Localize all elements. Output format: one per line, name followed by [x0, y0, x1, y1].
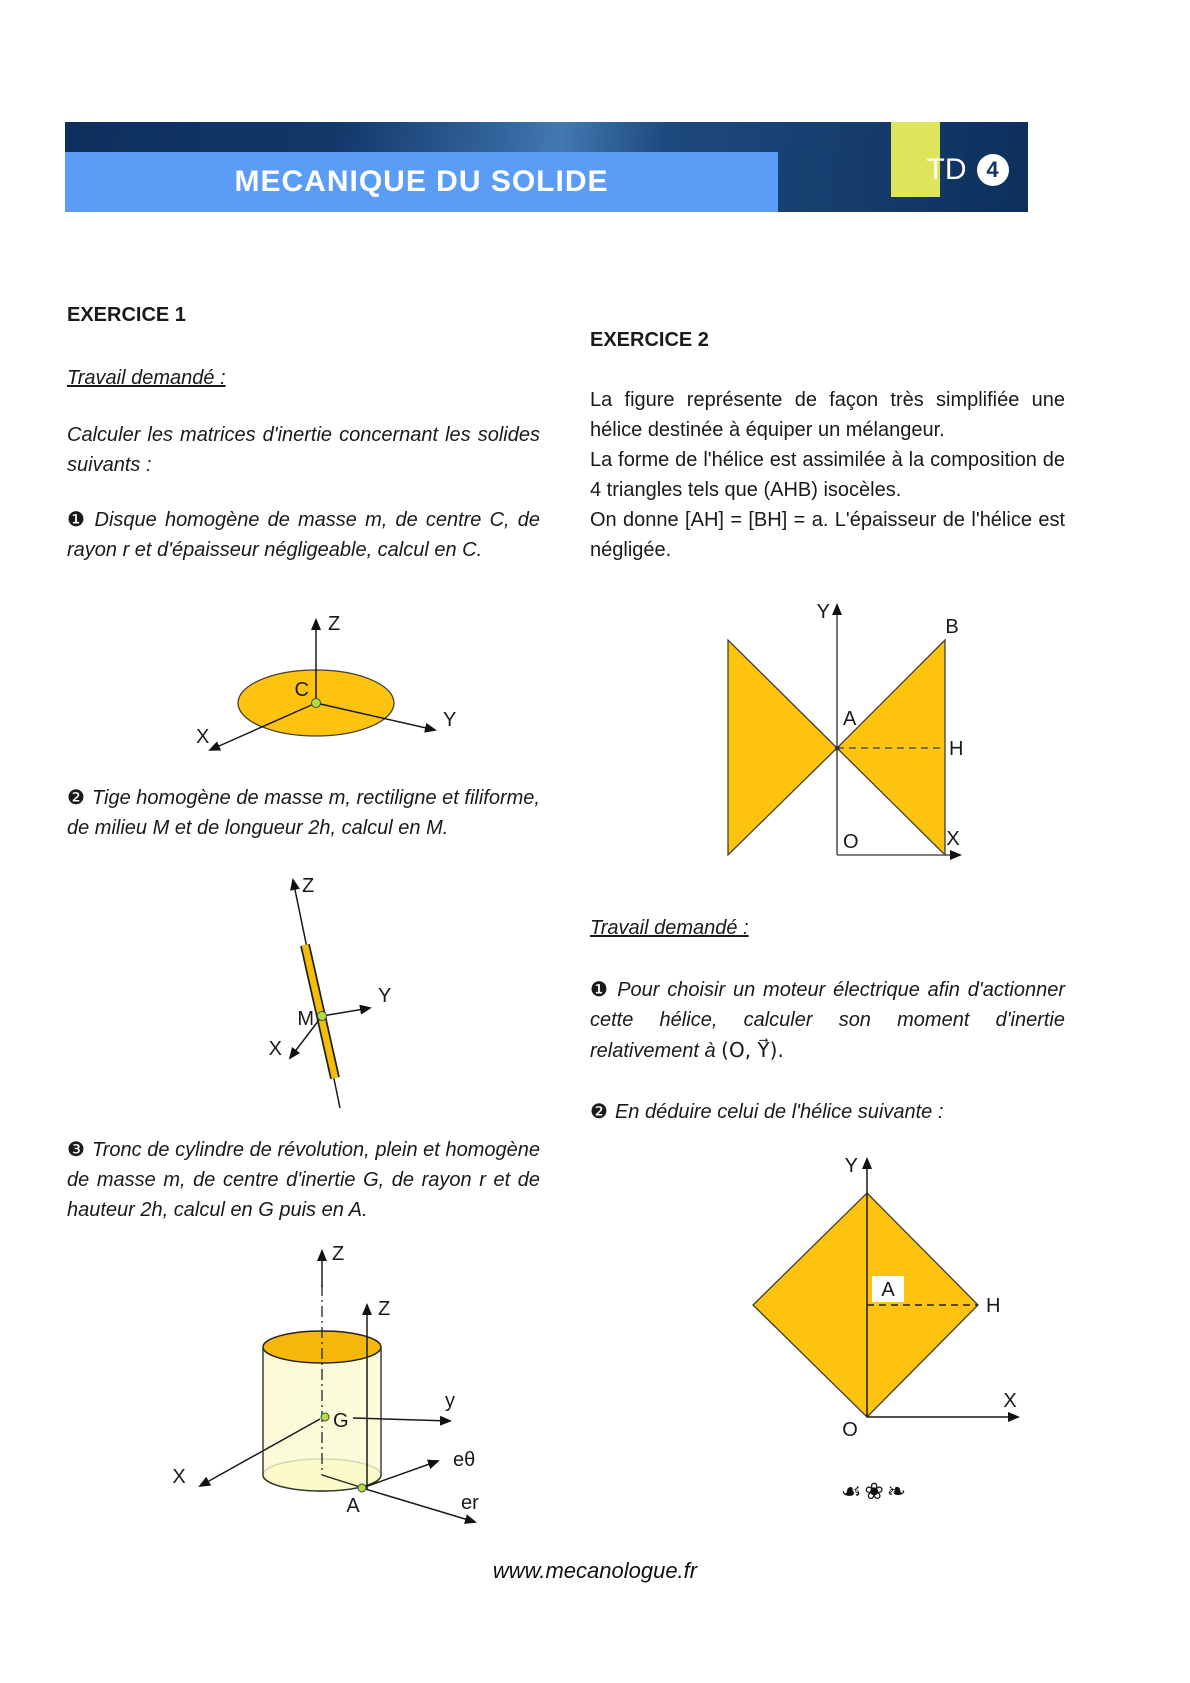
cylinder-er-axis	[362, 1488, 475, 1522]
td-label: TD	[926, 153, 967, 186]
disk-z-label: Z	[328, 613, 341, 635]
diamond-x-label: X	[1003, 1390, 1017, 1412]
rod-z-label: Z	[302, 875, 315, 897]
rod-center-label: M	[297, 1008, 314, 1030]
helix-y-label: Y	[816, 601, 830, 623]
helix-x-label: X	[946, 828, 960, 850]
rod-y-label: Y	[378, 985, 392, 1007]
diamond-helix-figure	[720, 1145, 1060, 1445]
td-number-circle: 4	[977, 154, 1009, 186]
helix-a-label: A	[843, 708, 857, 730]
cylinder-g-label: G	[333, 1410, 349, 1432]
cylinder-x-label: X	[172, 1466, 186, 1488]
item2-bullet: ❷	[67, 787, 85, 809]
cylinder-a-label: A	[346, 1495, 360, 1517]
exercice1-intro: Calculer les matrices d'inertie concernant les solides suivants :	[67, 424, 540, 476]
exercice1-work-heading: Travail demandé :	[67, 367, 226, 389]
exercice2-intro-line2: La forme de l'hélice est assimilée à la composition de 4 triangles tels que (AHB) isocèles.	[590, 449, 1065, 501]
exercice1-item1	[67, 505, 540, 565]
td-badge	[905, 150, 1030, 190]
rod-figure	[230, 858, 420, 1118]
exercice2-intro-line3: On donne [AH] = [BH] = a. L'épaisseur de l'hélice est négligée.	[590, 509, 1065, 561]
disk-x-label: X	[196, 726, 210, 748]
cylinder-etheta-label: eθ	[453, 1449, 476, 1471]
exercice2-item1	[590, 975, 1065, 1066]
ex2-item2-bullet: ❷	[590, 1101, 608, 1123]
helix-figure	[640, 565, 1000, 870]
cylinder-a-point	[358, 1484, 366, 1492]
item3-bullet: ❸	[67, 1139, 85, 1161]
ex2-item1-formula: (O, Y⃗).	[721, 1038, 784, 1062]
ex2-item2-text: En déduire celui de l'hélice suivante :	[614, 1101, 944, 1123]
header-title-bar	[65, 152, 778, 212]
diamond-h-label: H	[986, 1295, 1001, 1317]
cylinder-figure	[160, 1235, 500, 1535]
cylinder-y-label: y	[445, 1390, 455, 1412]
footer-url: www.mecanologue.fr	[492, 1558, 698, 1583]
cylinder-z-label: Z	[332, 1243, 345, 1265]
exercice2-intro	[590, 385, 1065, 565]
cylinder-z-side-label: Z	[378, 1298, 391, 1320]
rod-center-point	[318, 1012, 327, 1021]
disk-figure	[156, 560, 476, 775]
rod-x-label: X	[268, 1038, 282, 1060]
item2-text: Tige homogène de masse m, rectiligne et filiforme, de milieu M et de longueur 2h, calcul en M.	[67, 787, 540, 839]
diamond-y-label: Y	[844, 1155, 858, 1177]
exercice2-item2	[590, 1097, 1065, 1127]
exercice1-item2	[67, 783, 540, 843]
helix-b-label: B	[945, 616, 959, 638]
helix-left-triangle	[728, 640, 837, 855]
disk-center-label: C	[294, 679, 309, 701]
item1-bullet: ❶	[67, 509, 88, 531]
cylinder-g-point	[321, 1413, 329, 1421]
item1-text: Disque homogène de masse m, de centre C, de rayon r et d'épaisseur négligeable, calcul en C.	[67, 509, 540, 561]
exercice2-heading: EXERCICE 2	[590, 329, 709, 351]
exercice1-item3	[67, 1135, 540, 1225]
rod-y-axis	[322, 1008, 370, 1016]
item3-text: Tronc de cylindre de révolution, plein et homogène de masse m, de centre d'inertie G, de rayon r et de hauteur 2h, calcul en G puis en A.	[67, 1139, 540, 1221]
disk-center-point	[312, 699, 321, 708]
exercice2-work-heading: Travail demandé :	[590, 917, 749, 939]
ornament-fleuron: ☙❀❧	[840, 1478, 910, 1504]
ex2-item1-bullet: ❶	[590, 979, 611, 1001]
page-title: MECANIQUE DU SOLIDE	[234, 165, 609, 198]
diamond-a-label: A	[881, 1279, 895, 1301]
diamond-o-label: O	[842, 1419, 858, 1441]
ex2-item1-text: Pour choisir un moteur électrique afin d'actionner cette hélice, calculer son moment d'inertie relativement à	[590, 979, 1065, 1062]
helix-h-label: H	[949, 738, 964, 760]
exercice2-intro-line1: La figure représente de façon très simplifiée une hélice destinée à équiper un mélangeur.	[590, 389, 1065, 441]
helix-a-point	[835, 746, 840, 751]
disk-y-label: Y	[443, 709, 457, 731]
cylinder-er-label: er	[461, 1492, 479, 1514]
helix-o-label: O	[843, 831, 859, 853]
exercice1-heading: EXERCICE 1	[67, 304, 186, 326]
